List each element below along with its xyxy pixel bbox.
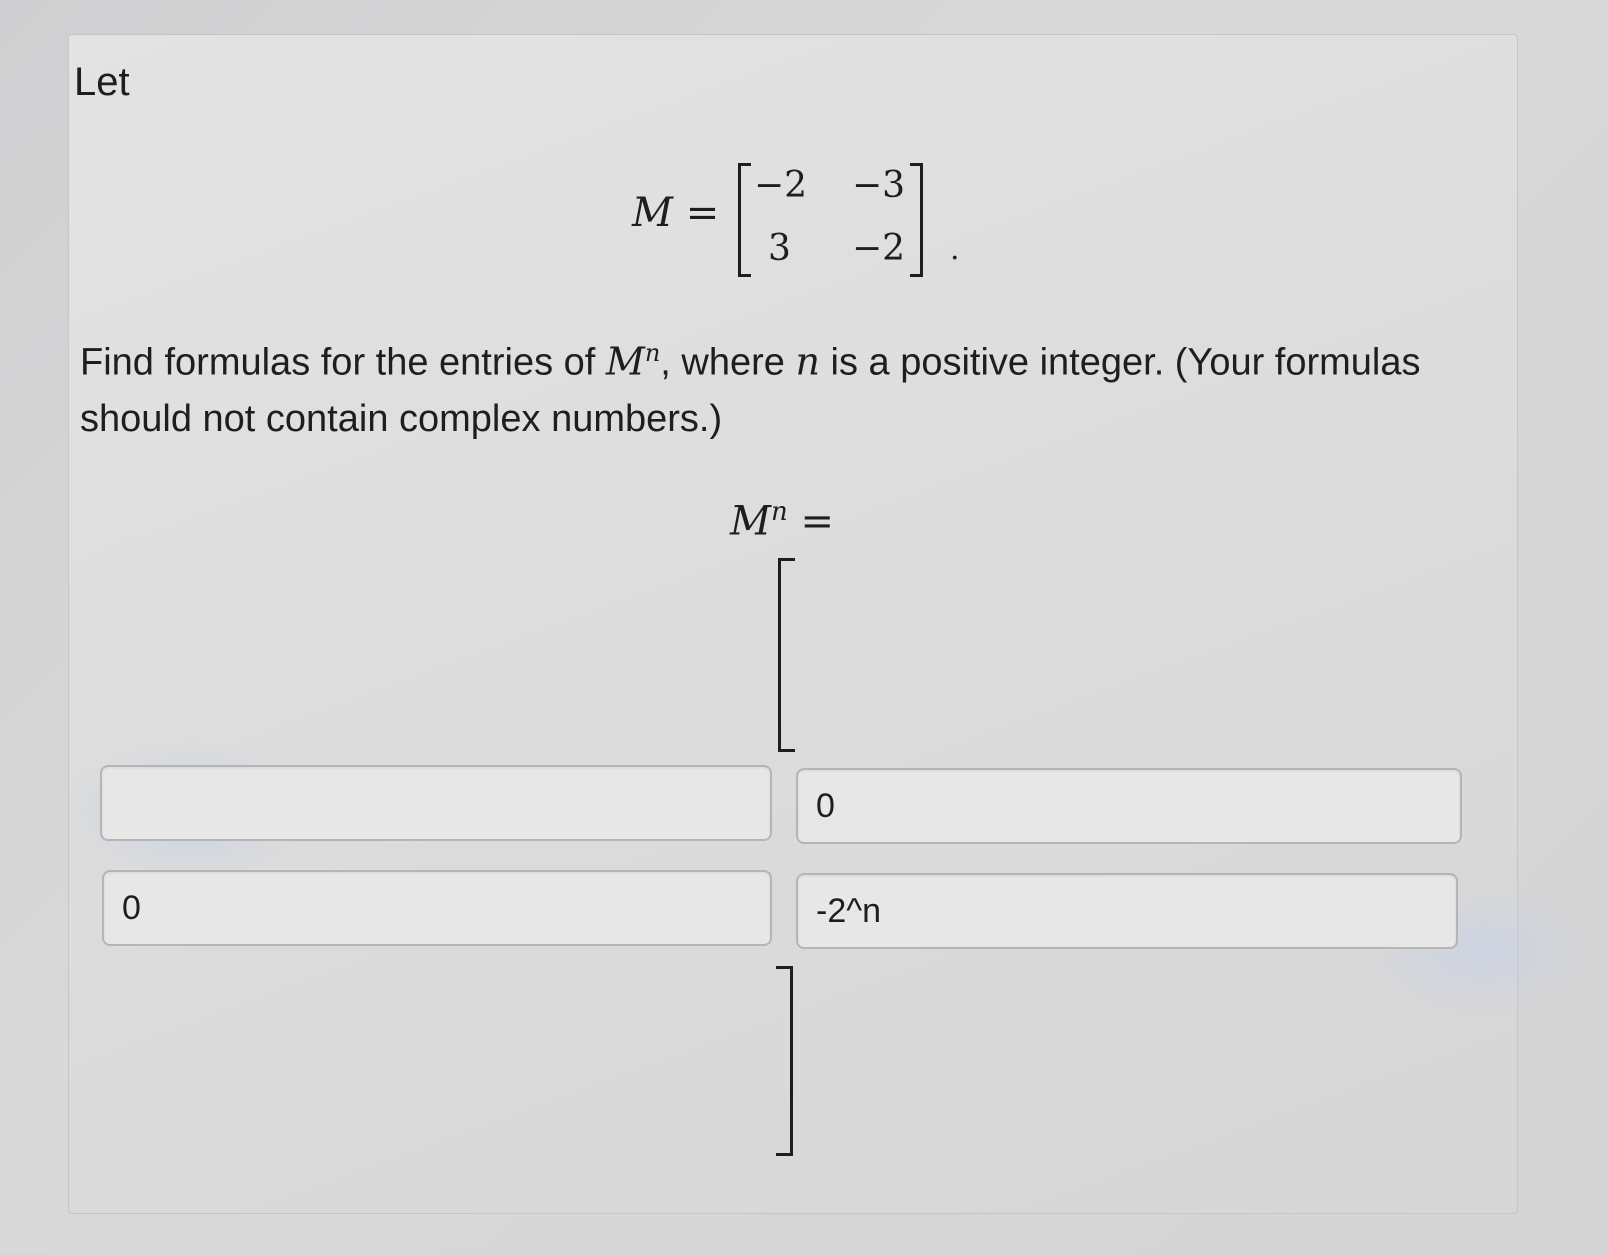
answer-lhs: $M^n$ = bbox=[730, 497, 834, 545]
answer-input-row2-col1[interactable]: 0 bbox=[102, 870, 772, 946]
matrix-entry-12: −3 bbox=[852, 165, 906, 206]
matrix-entry-21: 3 bbox=[768, 228, 791, 269]
answer-input-row1-col1[interactable] bbox=[100, 765, 772, 841]
matrix-period: . bbox=[950, 232, 960, 267]
right-bracket bbox=[910, 163, 923, 277]
matrix-entry-22: −2 bbox=[852, 228, 906, 269]
answer-right-bracket bbox=[776, 966, 793, 1156]
answer-input-row1-col2[interactable]: 0 bbox=[796, 768, 1462, 844]
question-text: Find formulas for the entries of $M^n$, where n is a positive integer. (Your formulas should not contain complex numbers.) bbox=[80, 339, 1421, 440]
matrix-lhs: M = bbox=[632, 190, 720, 236]
matrix-entry-11: −2 bbox=[754, 165, 808, 206]
answer-left-bracket bbox=[778, 558, 795, 752]
left-bracket bbox=[738, 163, 751, 277]
let-text: Let bbox=[74, 60, 130, 104]
answer-input-row2-col2[interactable]: -2^n bbox=[796, 873, 1458, 949]
